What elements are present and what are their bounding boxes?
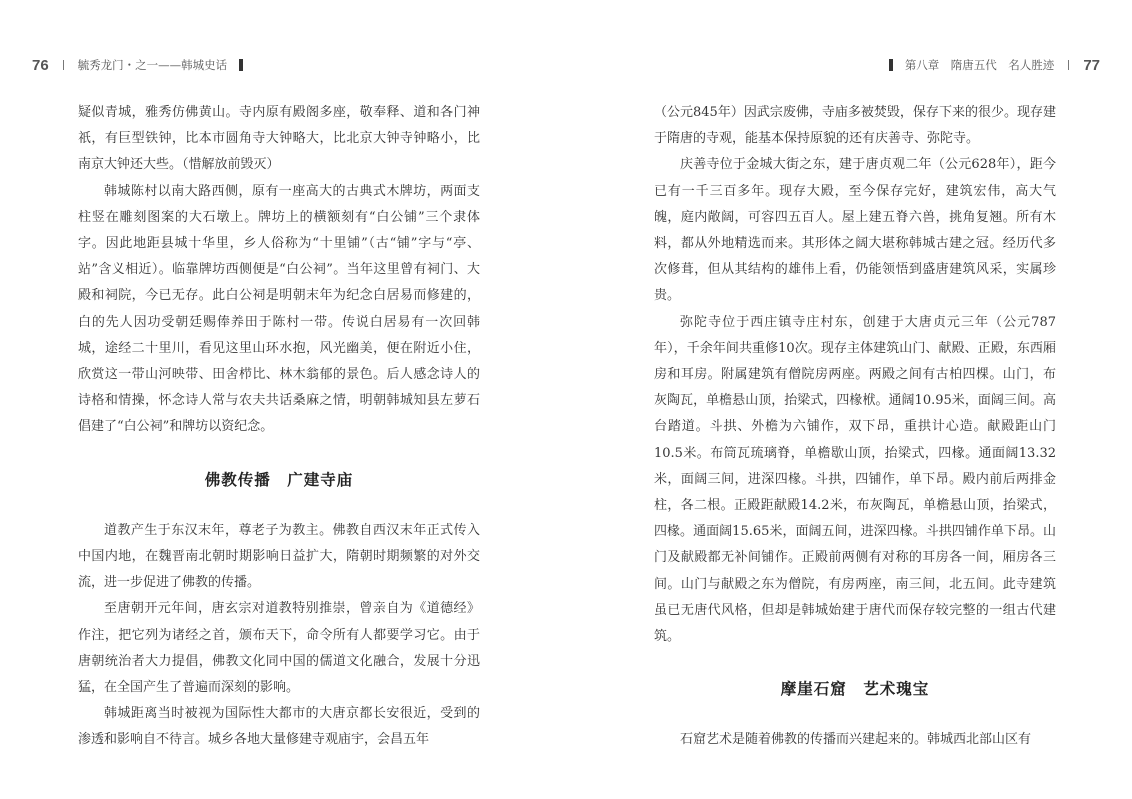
header-block-marker [889,59,893,71]
right-page-header [877,55,1100,75]
right-running-title: 第八章 隋唐五代 名人胜迹 [904,58,1055,72]
paragraph: 石窟艺术是随着佛教的传播而兴建起来的。韩城西北部山区有 [680,732,1032,748]
paragraph: 道教产生于东汉末年，尊老子为教主。佛教自西汉末年正式传入中国内地，在魏晋南北朝时期影响日益扩大，隋朝时期频繁的对外交流，进一步促进了佛教的传播。 [78,522,480,591]
right-page-number: 77 [1083,56,1100,74]
header-divider [63,60,64,70]
paragraph: 韩城距离当时被视为国际性大都市的大唐京都长安很近，受到的渗透和影响自不待言。城乡各地大量修建寺观庙宇，会昌五年 [78,706,480,748]
paragraph: 弥陀寺位于西庄镇寺庄村东，创建于大唐贞元三年（公元787年），千余年间共重修10次。现存主体建筑山门、献殿、正殿，东西厢房和耳房。附属建筑有僧院房两座。两殿之间有古柏四棵。山门，布灰陶瓦，单檐悬山顶，抬梁式，四椽栿。通阔10.95米，面阔三间。高台踏道。斗拱、外檐为六铺作，双下昂，重拱计心造。献殿距山门10.5米。布筒瓦琉璃脊，单檐歇山顶，抬梁式，四椽。通面阔13.32米，面阔三间，进深四椽。斗拱，四铺作，单下昂。殿内前后两排金柱，各二根。正殿距献殿14.2米，布灰陶瓦，单檐悬山顶，抬梁式，四椽。通面阔15.65米，面阔五间，进深四椽。斗拱四铺作单下昂。山门及献殿都无补间铺作。正殿前两侧有对称的耳房各一间，厢房各三间。山门与献殿之东为僧院，有房两座，南三间，北五间。此寺建筑虽已无唐代风格，但却是韩城始建于唐代而保存较完整的一组古代建筑。 [654,314,1056,645]
left-page-body [78,100,480,754]
right-page-body [654,100,1056,754]
header-block-marker [239,59,243,71]
paragraph: 韩城陈村以南大路西侧，原有一座高大的古典式木牌坊，两面支柱竖在雕刻图案的大石墩上。牌坊上的横额刻有“白公铺”三个隶体字。因此地距县城十华里，乡人俗称为“十里铺”（古“铺”字与“亭、站”含义相近）。临靠牌坊西侧便是“白公祠”。当年这里曾有祠门、大殿和祠院，今已无存。此白公祠是明朝末年为纪念白居易而修建的，白的先人因功受朝廷赐俸养田于陈村一带。传说白居易有一次回韩城，途经二十里川，看见这里山环水抱，风光幽美，便在附近小住，欣赏这一带山河映带、田舍栉比、林木翁郁的景色。后人感念诗人的诗格和情操，怀念诗人常与农夫共话桑麻之情，明朝韩城知县左萝石倡建了“白公祠”和牌坊以资纪念。 [78,183,480,435]
paragraph: 至唐朝开元年间，唐玄宗对道教特别推崇，曾亲自为《道德经》作注，把它列为诸经之首，颁布天下，命令所有人都要学习它。由于唐朝统治者大力提倡，佛教文化同中国的儒道文化融合，发展十分迅猛，在全国产生了普遍而深刻的影响。 [78,601,480,696]
section-heading: 摩崖石窟 艺术瑰宝 [780,680,930,699]
left-page-number: 76 [32,56,49,74]
left-running-title: 毓秀龙门・之一——韩城史话 [77,58,228,72]
section-heading: 佛教传播 广建寺庙 [204,470,354,489]
paragraph: 庆善寺位于金城大街之东，建于唐贞观二年（公元628年），距今已有一千三百多年。现存大殿，至今保存完好，建筑宏伟，高大气魄，庭内敞阔，可容四五百人。屋上建五脊六兽，挑角复翘。所有木料，都从外地精选而来。其形体之阔大堪称韩城古建之冠。经历代多次修葺，但从其结构的雄伟上看，仍能领悟到盛唐建筑风采，实属珍贵。 [654,157,1056,304]
paragraph: （公元845年）因武宗废佛，寺庙多被焚毁，保存下来的很少。现存建于隋唐的寺观，能基本保持原貌的还有庆善寺、弥陀寺。 [654,105,1056,147]
header-divider [1068,60,1069,70]
left-page-header [32,55,255,75]
paragraph: 疑似青城，雅秀仿佛黄山。寺内原有殿阁多座，敬奉释、道和各门神祇，有巨型铁钟，比本市圆角寺大钟略大，比北京大钟寺钟略小，比南京大钟还大些。（惜解放前毁灭） [78,105,480,173]
